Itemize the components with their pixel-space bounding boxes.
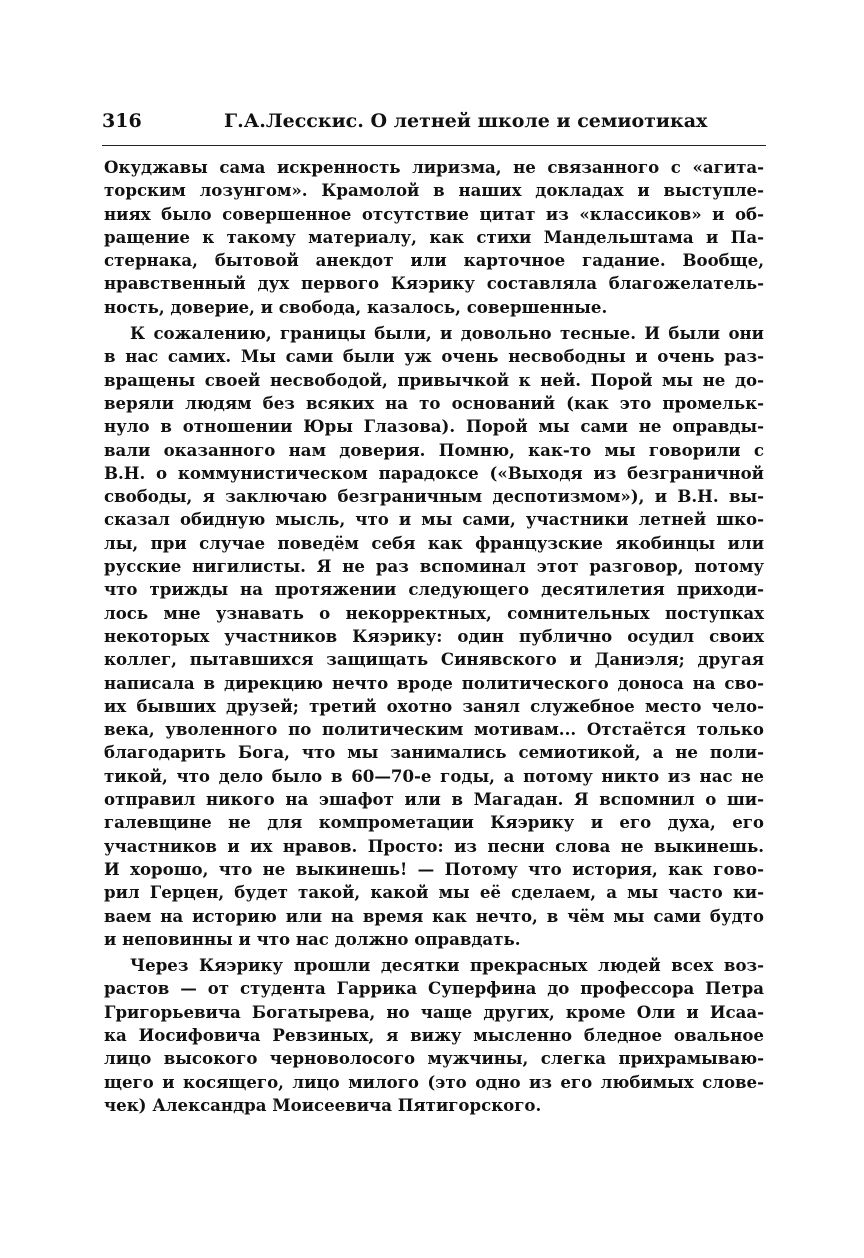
text-line: сказал обидную мысль, что и мы сами, участники летней шко- [104, 509, 764, 530]
text-line: щего и косящего, лицо милого (это одно из его любимых слове- [104, 1071, 764, 1092]
header-rule [102, 145, 766, 146]
text-line: и неповинны и что нас должно оправдать. [104, 928, 521, 949]
text-line: благодарить Бога, что мы занимались семиотикой, а не поли- [104, 742, 764, 763]
text-line: веряли людям без всяких на то оснований (как это промельк- [104, 392, 764, 413]
text-line: их бывших друзей; третий охотно занял служебное место чело- [104, 695, 764, 716]
text-line: тикой, что дело было в 60—70-е годы, а потому никто из нас не [104, 765, 764, 786]
text-line: отправил никого на эшафот или в Магадан. Я вспомнил о ши- [104, 789, 764, 810]
text-line: ность, доверие, и свобода, казалось, совершенные. [104, 296, 608, 317]
text-line: растов — от студента Гаррика Суперфина до профессора Петра [104, 978, 764, 999]
text-line: И хорошо, что не выкинешь! — Потому что история, как гово- [104, 858, 764, 879]
text-line: участников и их нравов. Просто: из песни слова не выкинешь. [104, 835, 764, 856]
text-line: стернака, бытовой анекдот или карточное гадание. Вообще, [104, 250, 764, 271]
text-line: Окуджавы сама искренность лиризма, не связанного с «агита- [104, 157, 764, 177]
text-line: вали оказанного нам доверия. Помню, как-то мы говорили с [104, 439, 764, 460]
text-line: написала в дирекцию нечто вроде политического доноса на сво- [104, 672, 764, 693]
text-line: чек) Александра Моисеевича Пятигорского. [104, 1094, 542, 1115]
text-line: рил Герцен, будет такой, какой мы её сделаем, а мы часто ки- [104, 882, 764, 903]
text-line: ращение к такому материалу, как стихи Мандельштама и Па- [104, 226, 764, 247]
text-line: В.Н. о коммунистическом парадоксе («Выходя из безграничной [104, 462, 764, 483]
text-line: галевщине не для компрометации Кяэрику и его духа, его [104, 812, 764, 833]
paragraph [104, 322, 764, 951]
text-line: коллег, пытавшихся защищать Синявского и Даниэля; другая [104, 649, 764, 670]
page-number: 316 [102, 110, 142, 132]
text-line: вращены своей несвободой, привычкой к ней. Порой мы не до- [104, 369, 764, 390]
text-line: лицо высокого черноволосого мужчины, слегка прихрамываю- [104, 1048, 764, 1069]
page-header [102, 106, 766, 136]
text-line: Григорьевича Богатырева, но чаще других, кроме Оли и Исаа- [104, 1001, 764, 1022]
text-line: ниях было совершенное отсутствие цитат из «классиков» и об- [104, 203, 764, 224]
body-text [104, 156, 764, 1117]
text-line: лы, при случае поведём себя как французские якобинцы или [104, 532, 764, 553]
text-line: что трижды на протяжении следующего десятилетия приходи- [104, 579, 764, 600]
text-line: некоторых участников Кяэрику: один публично осудил своих [104, 625, 764, 646]
paragraph [104, 156, 764, 319]
text-line: свободы, я заключаю безграничным деспотизмом»), и В.Н. вы- [104, 486, 764, 507]
text-line: Через Кяэрику прошли десятки прекрасных людей всех воз- [130, 955, 764, 976]
text-line: в нас самих. Мы сами были уж очень несвободны и очень раз- [104, 346, 764, 367]
text-line: нуло в отношении Юры Глазова). Порой мы сами не оправды- [104, 416, 764, 437]
paragraph [104, 954, 764, 1117]
text-line: века, уволенного по политическим мотивам... Отстаётся только [104, 719, 764, 740]
text-line: ка Иосифовича Ревзиных, я вижу мысленно бледное овальное [104, 1024, 764, 1045]
text-line: русские нигилисты. Я не раз вспоминал этот разговор, потому [104, 556, 764, 577]
text-line: торским лозунгом». Крамолой в наших докладах и выступле- [104, 180, 764, 201]
running-title: Г.А.Лесскис. О летней школе и семиотиках [224, 110, 708, 132]
text-line: К сожалению, границы были, и довольно тесные. И были они [130, 323, 764, 344]
text-line: лось мне узнавать о некорректных, сомнительных поступках [104, 602, 764, 623]
text-line: нравственный дух первого Кяэрику составляла благожелатель- [104, 273, 764, 294]
text-line: ваем на историю или на время как нечто, в чём мы сами будто [104, 905, 764, 926]
